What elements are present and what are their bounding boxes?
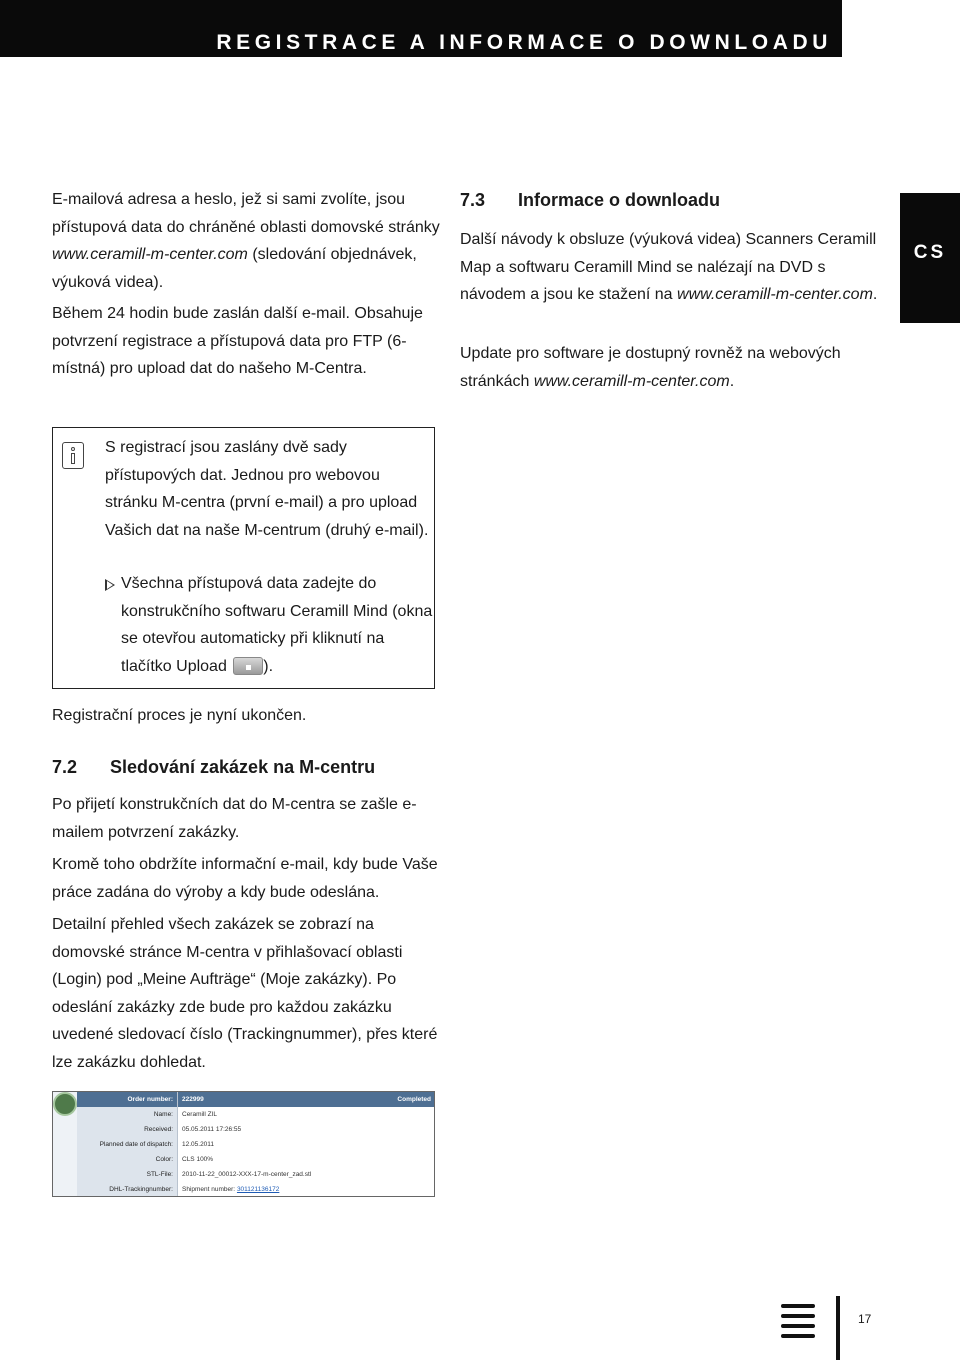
- info-icon: [62, 442, 84, 469]
- m-center-logo-icon: [53, 1092, 77, 1116]
- row-value: 12.05.2011: [177, 1137, 435, 1152]
- section-number: 7.2: [52, 757, 78, 777]
- intro-text-end: (sledování objednávek, výuková videa).: [52, 246, 417, 291]
- note-text: S registrací jsou zaslány dvě sady přístupových dat. Jednou pro webovou stránku M-centra (první e-mail) a pro upload Vašich dat na naše M-centrum (druhý e-mail).: [105, 439, 429, 539]
- tracking-paragraph-1: Po přijetí konstrukčních dat do M-centra se zašle e-mailem potvrzení zakázky.: [52, 796, 417, 841]
- row-value: Ceramill ZIL: [177, 1107, 435, 1122]
- row-value: [177, 1182, 435, 1197]
- header-bar: [0, 0, 842, 57]
- download-paragraph-1: [460, 226, 880, 309]
- row-value: 05.05.2011 17:26:55: [177, 1122, 435, 1137]
- note-box: [52, 427, 435, 689]
- step-text: Všechna přístupová data zadejte do konstrukčního softwaru Ceramill Mind (okna se otevřou automaticky při kliknutí na tlačítko Upload: [121, 575, 433, 675]
- table-row: [77, 1122, 435, 1137]
- row-label: Received:: [77, 1122, 177, 1137]
- intro-text: E-mailová adresa a heslo, jež si sami zvolíte, jsou přístupová data do chráněné oblasti domovské stránky: [52, 191, 440, 236]
- language-tab: CS: [900, 193, 960, 323]
- order-number-value: 222999: [177, 1092, 375, 1107]
- section-7-2-heading: [52, 755, 375, 779]
- tracking-paragraph-3: Detailní přehled všech zakázek se zobrazí na domovské stránce M-centra v přihlašovací oblasti (Login) pod „Meine Aufträge“ (Moje zakázky). Po odeslání zakázky zde bude pro každou zakázku uvedené sledovací číslo (Trackingnummer), přes které lze zakázku dohledat.: [52, 916, 438, 1071]
- brand-logo-icon: [781, 1302, 815, 1338]
- tracking-paragraph-2: Kromě toho obdržíte informační e-mail, kdy bude Vaše práce zadána do výroby a kdy bude odeslána.: [52, 856, 438, 901]
- download-text-end: .: [872, 286, 878, 303]
- row-value: CLS 100%: [177, 1152, 435, 1167]
- table-row: [77, 1137, 435, 1152]
- table-row: [77, 1182, 435, 1197]
- tracking-link[interactable]: 301121136172: [236, 1186, 280, 1193]
- section-title: Sledování zakázek na M-centru: [110, 757, 376, 777]
- page-title: REGISTRACE A INFORMACE O DOWNLOADU: [216, 31, 832, 54]
- order-details-table: [52, 1091, 435, 1197]
- download-paragraph-2: [460, 340, 880, 395]
- section-number: 7.3: [460, 190, 486, 210]
- website-link[interactable]: www.ceramill-m-center.com: [52, 246, 248, 263]
- section-title: Informace o downloadu: [518, 190, 721, 210]
- step-arrow-icon: [105, 579, 115, 591]
- update-text: Update pro software je dostupný rovněž na webových stránkách: [460, 345, 841, 390]
- row-value: 2010-11-22_00012-XXX-17-m-center_zad.stl: [177, 1167, 435, 1182]
- row-label: Color:: [77, 1152, 177, 1167]
- update-text-end: .: [729, 372, 735, 390]
- order-number-label: Order number:: [77, 1092, 177, 1107]
- section-7-3-heading: [460, 188, 720, 212]
- shipment-label: Shipment number:: [182, 1186, 236, 1193]
- footer-divider: [836, 1296, 840, 1360]
- row-label: Name:: [77, 1107, 177, 1122]
- table-row: [77, 1107, 435, 1122]
- row-label: Planned date of dispatch:: [77, 1137, 177, 1152]
- status-badge: Completed: [375, 1092, 435, 1107]
- step-text-end: ).: [263, 657, 274, 675]
- table-row: [77, 1152, 435, 1167]
- table-header-row: [77, 1092, 435, 1107]
- intro-paragraph-2: Během 24 hodin bude zaslán další e-mail. Obsahuje potvrzení registrace a přístupová data pro FTP (6-místná) pro upload dat do našeho M-Centra.: [52, 305, 423, 377]
- update-link[interactable]: www.ceramill-m-center.com: [533, 372, 730, 390]
- registration-done-text: Registrační proces je nyní ukončen.: [52, 707, 307, 724]
- row-label: DHL-Trackingnumber:: [77, 1182, 177, 1197]
- page-number: 17: [858, 1312, 872, 1326]
- row-label: STL-File:: [77, 1167, 177, 1182]
- upload-button-icon: [233, 657, 263, 675]
- table-row: [77, 1167, 435, 1182]
- note-step: [105, 570, 435, 680]
- download-link[interactable]: www.ceramill-m-center.com: [677, 286, 873, 303]
- intro-paragraph-1: [52, 186, 442, 296]
- download-text: Další návody k obsluze (výuková videa) Scanners Ceramill Map a softwaru Ceramill Mind se nalézají na DVD s návodem a jsou ke stažení na: [460, 231, 877, 303]
